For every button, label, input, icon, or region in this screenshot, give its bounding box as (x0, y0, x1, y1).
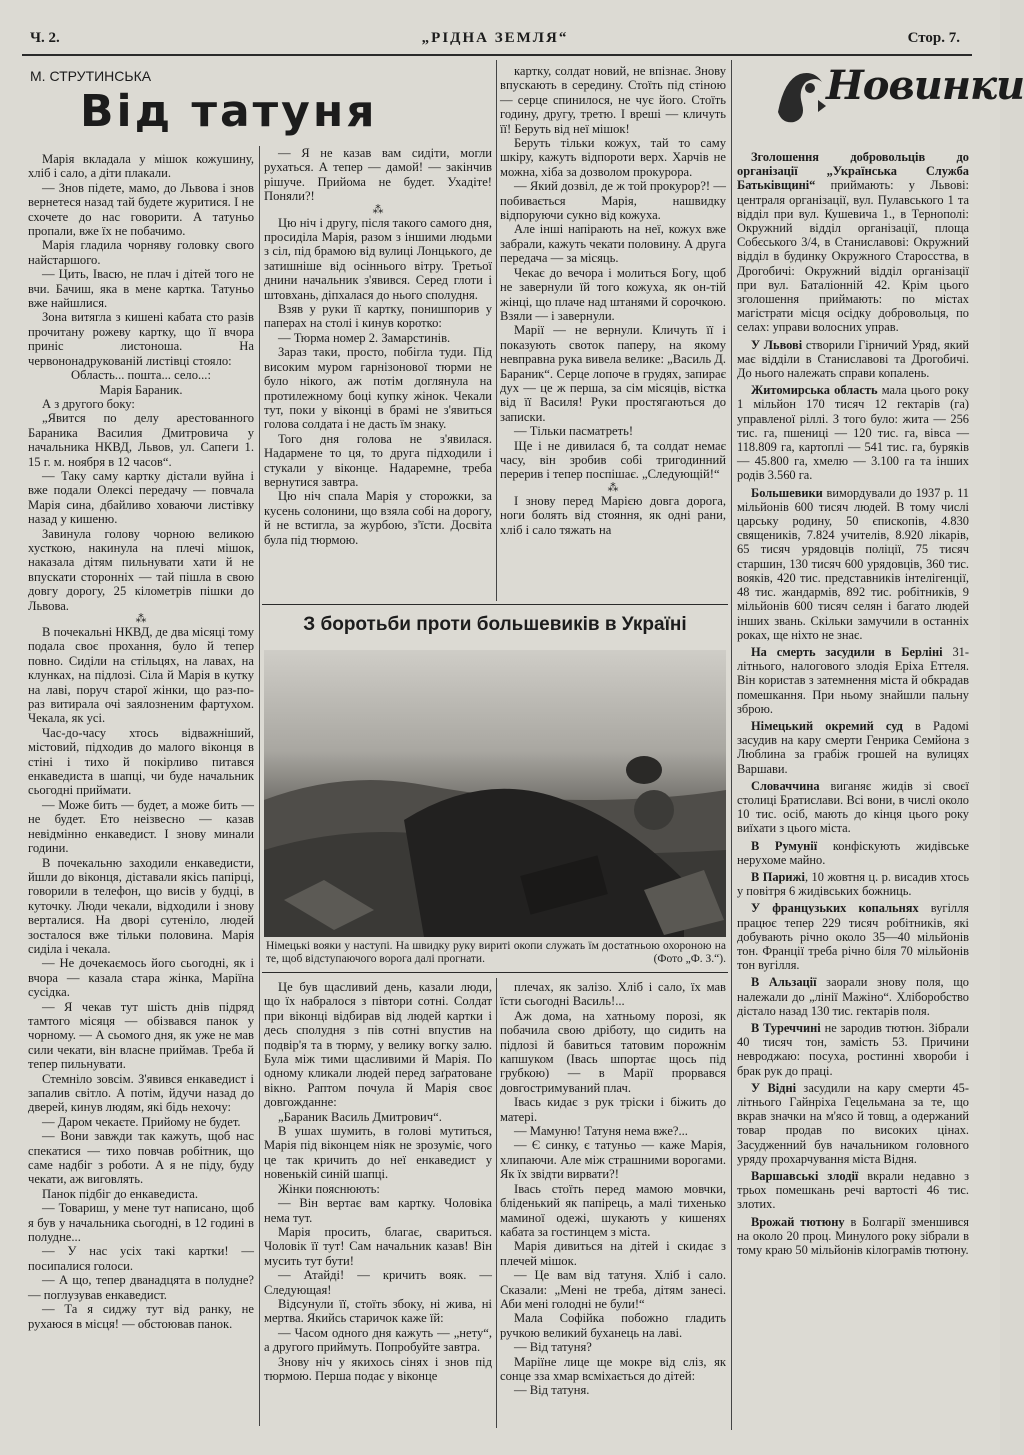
paragraph: А з другого боку: (42, 396, 135, 411)
news-item-text: вимордували до 1937 р. 11 мільйонів 600 тисяч людей. В тому числі царську родину, 50 єпископів, 4.830 священиків, 7.824 учителів, 8.920 лікарів, 65 тисяч урядовців поліції, 75 тисяч старшин, 130 тисяч 600 урядовців, 360 тис. вояків, 420 тис. представників інтелігенції, 48 тис. жандармів, 892 тис. робітників, 9 мільйонів 600 тисяч селян і багато людей інших звань. Скільки замучили в останніх роках, ще ніхто не знає. (737, 485, 969, 642)
paragraph: — Я чекав тут шість днів підряд тамтого місяця — обізвався панок у чорному. — А сьомого дня, як уже не мав сили чекати, він власне приймав. Треба й тепер пильнувати. (28, 999, 254, 1072)
news-item-lead: В Альзації (751, 975, 817, 990)
paragraph: Беруть тільки кожух, тай то саму шкіру, кажуть відпороти верх. Харчів не можна, хіба за дозволом прокурора. (500, 136, 726, 179)
page-header (30, 30, 960, 52)
paragraph: Марії — не вернули. Кличуть її і показують своток паперу, на якому невправна рука вивела велике: „Василь Д. Бараник“. Серце лопоче в грудях, запирає дух — це ж перша, за сім місяців, вістка від її Василя! Руки простягаються до записки. (500, 323, 726, 424)
paragraph: картку, солдат новий, не впізнає. Знову впускають в середину. Стоїть під стіною — серце спинилося, не чує його. Стоїть годину, другу, третю. І вреші — кличуть її! Беруть від неї мішок! (500, 64, 726, 136)
news-item-lead: Німецький окремий суд (751, 718, 903, 733)
news-item (737, 486, 969, 642)
news-item-text: створили Гірничий Уряд, який має відділи в Станиславові та Дрогобичі. До нього належать справи копалень. (737, 337, 969, 381)
paragraph: „Явится по делу арестованного Бараника Василия Дмитровича у начальника НКВД, Львов, ул. Сапеги 1. 15 г. м. ноября в 12 часов“. (28, 411, 254, 469)
paragraph: Це був щасливий день, казали люди, що їх набралося з півтори сотні. Солдат при віконці відбирав від людей картки і десь сполудня з пів сотні впустив на подвір'я та в тюрму, у велику вогку залю. Була між тими щасливими й Марія. По одному кликали людей перед заґратоване вікно. Раптом почула й Марія своє довгожданне: (264, 980, 492, 1110)
news-item-text: мала цього року 1 мільйон 170 тисяч 12 гектарів (га) управленої ріллі. З того було: жита — 256 тис. га, пшениці — 120 тис. га, вівса — 118.809 га, картоплі — 541 тис. га, буряків — 45.800 га, хмелю — 3.100 га та інших родів 3.560 га. (737, 383, 969, 483)
news-item-lead: Зголошення добровольців до організації „Українська Служба Батьківщині“ (737, 150, 969, 193)
section-break-icon: ⁂ (135, 613, 147, 625)
news-item-lead: В Румунії (751, 838, 818, 853)
paragraph: „Бараник Василь Дмитрович“. (278, 1109, 442, 1124)
section-title: З боротьби проти большевиків в Україні (303, 614, 687, 635)
news-column (737, 150, 969, 1430)
news-item (737, 1081, 969, 1166)
paragraph: Відсунули її, стоїть збоку, ні жива, ні мертва. Якийсь старичок каже їй: (264, 1296, 492, 1326)
paragraph: Панок підбіг до енкаведиста. (42, 1186, 198, 1201)
column-divider (259, 146, 260, 1426)
news-heading: Новинки (826, 62, 1024, 109)
news-item (737, 338, 969, 381)
paragraph: — Від татуня. (514, 1383, 590, 1398)
news-item-text: конфіскують жидівське нерухоме майно. (737, 838, 969, 867)
paragraph: Марія гладила чорняву головку свого найстаршого. (28, 238, 254, 267)
paragraph: — Знов підете, мамо, до Львова і знов вернетеся назад тай будете журитися. І не схочете до нас говорити. А татуньо пропали, вже їх не побачимо. (28, 180, 254, 239)
paragraph: — Може бить — будет, а може бить — не будет. Ето неізвесно — казав невідмінно енкаведист. І знову минали години. (28, 797, 254, 856)
news-item-lead: Врожай тютюну (751, 1214, 845, 1229)
paragraph: — Який дозвіл, де ж той прокурор?! — побивається Марія, нашвидку відпоруючи сукно від кожуха. (500, 179, 726, 223)
paragraph: — Та я сиджу тут від ранку, не рухаюся в місця! — обстоював панок. (28, 1302, 254, 1331)
paragraph: — Не дочекаємось його сьогодні, як і вчора — казала стара жінка, Маріїна сусідка. (28, 956, 254, 1000)
paragraph: Час-до-часу хтось відважніший, містовий, підходив до малого віконця в стіні і тихо й покірливо питався енкаведиста в шапці, чи буде начальник сьогодні приймати. (28, 725, 254, 798)
news-item-lead: Варшавські злодії (751, 1169, 859, 1184)
newspaper-name: „РІДНА ЗЕМЛЯ“ (421, 30, 569, 46)
news-item-lead: У Відні (751, 1080, 797, 1095)
paragraph: — Товариш, у мене тут написано, щоб я був у начальника сьогодні, в 12 годині в полудне... (28, 1201, 254, 1245)
news-item (737, 1021, 969, 1078)
news-item-text: виганяє жидів зі своєї столиці Братислави. Всі вони, в числі около 10 тис. осіб, мають до кінця цього року виїхати з цього міста. (737, 778, 969, 836)
paragraph: В почекальню заходили енкаведисти, йшли до віконця, діставали якісь папірці, говорили в телефон, що висів у будці, в куточку. Люди чекали, відходили і знову верталися. На дворі сутеніло, людей зосталося вже тільки половина. Марія сиділа і чекала. (28, 855, 254, 956)
column-divider (731, 60, 732, 1430)
paragraph: Ще і не дивилася б, та солдат немає часу, він зробив собі тригодинний перерив і тепер поспішає. „Следующій!“ (500, 438, 726, 482)
paragraph: — Даром чекаєте. Прийому не будет. (42, 1114, 241, 1129)
page-number: Стор. 7. (907, 30, 960, 46)
paragraph: Область... пошта... село...: (71, 368, 211, 383)
paragraph: Чекає до вечора і молиться Богу, щоб не завернули їй того кожуха, як он-тій жінці, що плаче над штанями й сорочкою. Взяли — і завернули. (500, 265, 726, 323)
paragraph: І знову перед Марією довга дорога, ноги болять від стояння, як одні рани, хліб і сало тяжать на (500, 493, 726, 537)
news-item-lead: Житомирська область (751, 383, 878, 398)
paragraph: — Я не казав вам сидіти, могли рухаться. А тепер — дамой! — закінчив рішуче. Прийома не будет. Ухадіте! Поняли?! (264, 146, 492, 204)
news-item-lead: В Парижі (751, 869, 805, 884)
paragraph: Цю ніч і другу, після такого самого дня, просиділа Марія, разом з іншими людьми з сіл, під брамою від вулиці Лонцького, де затишніше від осіннього вітру. Третьої днини начальник з'явився. Серед глоти і штовхань, діпхалася до нього сполудня. (264, 215, 492, 302)
section-rule (262, 972, 728, 973)
header-rule (22, 54, 972, 56)
paragraph: — Таку саму картку дістали вуйна і вже подали Олексі передачу — повчала Марія сина, дбайливо ховаючи листівку назад у кишеню. (28, 468, 254, 527)
section-rule (262, 604, 728, 605)
news-item (737, 975, 969, 1018)
news-item-text: 31-літнього, налогового злодія Еріха Еттеля. Він користав з затемнення міста й обкрадав помешкання. При ньому знайшли пальну зброю. (737, 644, 969, 716)
paragraph: плечах, як залізо. Хліб і сало, їх мав їсти сьогодні Василь!... (500, 980, 726, 1009)
paragraph: Марія Бараник. (99, 382, 183, 397)
section-break-icon: ⁂ (372, 203, 384, 216)
news-item-text: в Радомі засудив на кару смерти Генрика Семйона з Люблина за грабіж грошей на вулицях Варшави. (737, 718, 969, 776)
article-column-2b (264, 980, 492, 1427)
photo-credit: (Фото „Ф. З.“). (653, 953, 726, 965)
article-column-2 (264, 146, 492, 601)
news-item (737, 150, 969, 335)
paragraph: Завинула голову чорною великою хусткою, накинула на плечі мішок, наказала дітям пильнувати хати й не впускати сторонніх — тай пішла в свою довгу дорогу, 25 кілометрів пішки до Львова. (28, 526, 254, 613)
news-item-lead: У Львові (751, 337, 803, 352)
war-photo (264, 650, 726, 937)
news-item-lead: На смерть засудили в Берліні (751, 644, 943, 659)
news-item (737, 645, 969, 716)
article-column-3b (500, 980, 726, 1427)
paragraph: Але інші напірають на неї, кожух вже забрали, кажуть чекати половину. А друга передача — за місяць. (500, 222, 726, 266)
paragraph: Івась стоїть перед мамою мовчки, бліденький як папірець, а малі тихенько маминої одежі, шукають у кишенях кабата за гостинцем з міста. (500, 1181, 726, 1239)
paragraph: — Тільки пасматреть! (514, 424, 634, 439)
news-item-text: заорали знову поля, що належали до „лінії Мажіно“. Хліборобство дістало назад 130 тис. гектарів поля. (737, 975, 969, 1018)
paragraph: В ушах шумить, в голові мутиться, Марія під віконцем ніяк не зрозуміє, чого це так кричить до неї енкаведист у новенькій синій шапці. (264, 1124, 492, 1182)
paragraph: — Тюрма номер 2. Замарстинів. (278, 330, 451, 345)
news-item-lead: Большевики (751, 485, 823, 500)
paragraph: Зона витягла з кишені кабата сто разів прочитану рожеву картку, що її вчора приніс листоноша. На червононадрукованій листівці стояло: (28, 310, 254, 368)
news-item-text: не зародив тютюн. Зібрали 40 тисяч тон, замість 53. Причини невроджаю: посуха, ростинні хвороби і брак рук до праці. (737, 1020, 970, 1078)
news-item-lead: Словаччина (751, 778, 820, 793)
photo-caption (266, 940, 726, 966)
paragraph: — Він вертає вам картку. Чоловіка нема тут. (264, 1196, 492, 1225)
news-item-text: , 10 жовтня ц. р. висадив хтось у повітря 6 жидівських божниць. (737, 869, 969, 899)
news-item (737, 1169, 969, 1212)
paragraph: — Мамуню! Татуня нема вже?... (514, 1124, 688, 1139)
section-break-icon: ⁂ (607, 481, 619, 494)
paragraph: Взяв у руки її картку, понишпорив у паперах на столі і кинув коротко: (264, 302, 492, 331)
news-item (737, 870, 969, 898)
issue-number: Ч. 2. (30, 30, 60, 46)
article-author: М. СТРУТИНСЬКА (30, 68, 152, 84)
paragraph: В почекальні НКВД, де два місяці тому подала своє прохання, було й тепер повно. Сиділи на стільцях, на лавах, на клунках, на підлозі. Сіла й Марія в кутку на лаві, поруч старої жінки, що раз-по-раз витирала очі заялозненим фартухом. Чекала, як усі. (28, 625, 254, 726)
column-divider (496, 978, 497, 1428)
news-item-text: засудили на кару смерти 45-літнього Гайнріха Гецельмана за те, що вкрав значки на м'ясо й товщ, а одержаний товар продав по високих цінах. Засудженний був начальником головного уряду прохарчування міста Відня. (737, 1080, 969, 1166)
news-item (737, 839, 969, 867)
paragraph: — А що, тепер дванадцята в полудне? — поглузував енкаведист. (28, 1273, 254, 1302)
article-title: Від татуня (80, 86, 378, 137)
paragraph: — Це вам від татуня. Хліб і сало. Сказали: „Мені не треба, дітям занесі. Аби мені голодні не були!“ (500, 1268, 726, 1311)
news-item-text: вугілля працює тепер 229 тисяч робітників, які добувають річно около 35—40 мільйонів тон. Франції треба річно біля 70 мільйонів тон вугілля. (737, 901, 969, 973)
news-item-text: приймають: у Львові: централя організації, вул. Пулавського 1 та відділ при вул. Кушевича 1., в Тернополі: Окружний відділ організації, площа Собєського 3/4, в Станиславові: Окружний відділ в будинку Окружного Старосства, в Дрогобичі: Окружний відділ організації при вул. Баталіонній 42. Крім цього зголошення приймають: по містах магістрати місця осідку добровольця, по селах: управи волосних управ. (737, 178, 969, 335)
paragraph: — Є синку, є татуньо — каже Марія, хлипаючи. Але між страшними ворогами. Як їх звідти вирвати?! (500, 1138, 726, 1182)
article-column-1 (28, 152, 254, 1427)
news-item (737, 779, 969, 836)
paragraph: Знову ніч у якихось сінях і знов під тюрмою. Перша подає у віконце (264, 1354, 492, 1383)
paragraph: Стемніло зовсім. З'явився енкаведист і запалив світло. А потім, йдучи назад до дверей, кинув людям, які бідь нехочу: (28, 1071, 254, 1115)
news-item-lead: У французьких копальнях (751, 901, 919, 916)
paragraph: — Від татуня? (514, 1340, 592, 1355)
paragraph: Жінки пояснюють: (278, 1181, 380, 1196)
news-item (737, 719, 969, 776)
paragraph: Марія вкладала у мішок кожушину, хліб і сало, а діти плакали. (28, 152, 254, 181)
news-item (737, 383, 969, 482)
paragraph: Аж дома, на хатньому порозі, як побачила свою дріботу, що сидить на підлозі й бавиться татовим порожнім капшуком (Івась шпортає щось під грубкою) — в Марії прорвався довгостримуваний плач. (500, 1008, 726, 1095)
news-item (737, 1215, 969, 1258)
paragraph: — Вони завжди так кажуть, щоб нас спекатися — тихо повчав робітник, що саме надбіг з роботи. А я не піду, буду чекати, аж виговлять. (28, 1129, 254, 1187)
news-item-text: в Болгарії зменшився на около 20 проц. Минулого року зібрали в тому краю 50 мільйонів кілограмів тютюну. (737, 1214, 969, 1258)
column-divider (496, 60, 497, 601)
paragraph: Мала Софійка побожно гладить ручкою великий буханець на лаві. (500, 1311, 726, 1340)
paragraph: Марія просить, благає, свариться. Чоловік її тут! Сам начальник казав! Він мусить тут бути! (264, 1224, 492, 1268)
paragraph: — У нас усіх такі картки! — посипалися голоси. (28, 1244, 254, 1273)
news-item (737, 901, 969, 972)
paragraph: Івась кидає з рук тріски і біжить до матері. (500, 1095, 726, 1124)
paragraph: — Часом одного дня кажуть — „нету“, а другого приймуть. Попробуйте завтра. (264, 1325, 492, 1355)
paragraph: Марія дивиться на дітей і скидає з плечей мішок. (500, 1239, 726, 1268)
news-item-text: вкрали недавно з трьох помешкань речі вартості 46 тис. злотих. (737, 1169, 969, 1212)
news-item-lead: В Туреччині (751, 1020, 821, 1035)
paragraph: Цю ніч спала Марія у сторожки, за кусень солонини, що взяла собі на дорогу, й не встигла, за журбою, з'їсти. Досвіта була під тюрмою. (264, 489, 492, 547)
paragraph: — Атайді! — кричить вояк. — Следующая! (264, 1268, 492, 1297)
article-column-3 (500, 64, 726, 601)
paragraph: Того дня голова не з'явилася. Надармене то ця, то друга підходили і стукали у віконце. Надаремне, треба вернутися завтра. (264, 431, 492, 489)
paragraph: Зараз таки, просто, побігла туди. Під високим муром гарнізонової тюрми не було нікого, аж потім доглянула на протилежному боці купку жінок. Чекали тут, поки у віконці в брамі не з'явиться голова солдата і не дасть їм знаку. (264, 345, 492, 432)
paragraph: — Цить, Івасю, не плач і дітей того не вчи. Бачиш, яка в мене картка. Татуньо вже найшлися. (28, 267, 254, 311)
paragraph: Маріїне лице ще мокре від сліз, як сонце зза хмар всміхається до дітей: (500, 1354, 726, 1383)
caption-text: Німецькі вояки у наступі. На швидку руку вириті окопи служать їм достатньою охороною на те, щоб відступаючого ворога далі прогнати. (266, 940, 726, 965)
